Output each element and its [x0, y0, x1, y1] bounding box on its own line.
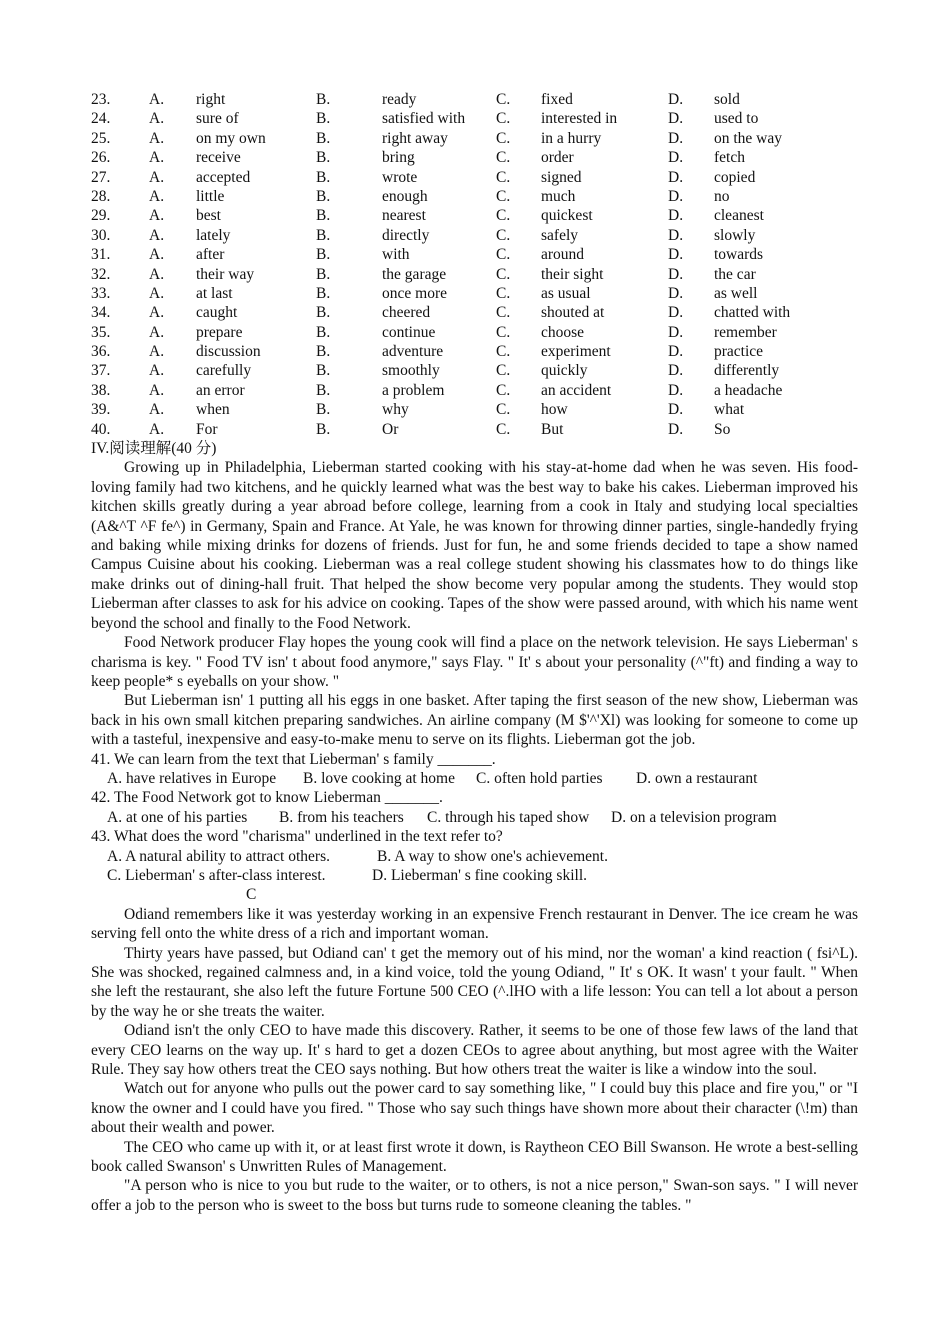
- option-letter-c: C.: [496, 226, 511, 244]
- option-d: fetch: [714, 149, 745, 167]
- option-letter-c: C.: [496, 149, 511, 167]
- option-letter-d: D.: [668, 420, 684, 438]
- option-row: [91, 90, 858, 109]
- option-row: [91, 226, 858, 245]
- option-letter-a: A.: [149, 246, 165, 264]
- answer-choices: [91, 769, 858, 788]
- option-letter-a: A.: [149, 420, 165, 438]
- option-a: their way: [196, 265, 255, 283]
- option-letter-d: D.: [668, 91, 684, 108]
- option-a: caught: [196, 304, 238, 322]
- option-letter-a: A.: [149, 168, 165, 186]
- option-letter-d: D.: [668, 284, 684, 302]
- option-letter-b: B.: [316, 149, 331, 167]
- option-letter-a: A.: [149, 381, 165, 399]
- option-letter-b: B.: [316, 187, 331, 205]
- option-b: a problem: [382, 381, 445, 399]
- passage-paragraph: "A person who is nice to you but rude to the waiter, or to others, is not a nice person," Swan-son says. " I will never offer a job to the person who is sweet to the boss but turns rude to someone cleaning the tables. ": [91, 1177, 858, 1214]
- option-d: chatted with: [714, 304, 791, 322]
- option-letter-a: A.: [149, 129, 165, 147]
- option-a: accepted: [196, 168, 251, 186]
- question-number: 25.: [91, 129, 111, 147]
- option-letter-c: C.: [496, 343, 511, 361]
- option-letter-a: A.: [149, 149, 165, 167]
- answer-choice[interactable]: B. love cooking at home: [303, 769, 455, 787]
- option-letter-b: B.: [316, 265, 331, 283]
- question-number: 40.: [91, 420, 111, 438]
- option-b: nearest: [382, 207, 426, 225]
- question-number: 30.: [91, 226, 111, 244]
- option-letter-a: A.: [149, 284, 165, 302]
- option-letter-d: D.: [668, 381, 684, 399]
- cloze-options-table: [91, 90, 858, 439]
- option-c: signed: [541, 168, 582, 186]
- option-letter-b: B.: [316, 246, 331, 264]
- option-a: when: [196, 401, 230, 419]
- question-number: 23.: [91, 91, 111, 108]
- passage-paragraph: Food Network producer Flay hopes the young cook will find a place on the network television. He says Lieberman' s charisma is key. " Food TV isn' t about food anymore," says Flay. " It' s about your personality (^"ft) and finding a way to keep people* s eyeballs on your show. ": [91, 634, 858, 690]
- option-a: after: [196, 246, 225, 264]
- option-a: For: [196, 420, 218, 438]
- option-c: interested in: [541, 110, 618, 128]
- option-letter-b: B.: [316, 91, 331, 108]
- option-d: copied: [714, 168, 756, 186]
- questions-b: [91, 750, 858, 886]
- passage-c-label: C: [246, 886, 257, 904]
- option-c: around: [541, 246, 585, 264]
- option-letter-c: C.: [496, 362, 511, 380]
- option-row: [91, 284, 858, 303]
- option-b: satisfied with: [382, 110, 466, 128]
- option-b: cheered: [382, 304, 431, 322]
- option-b: right away: [382, 129, 448, 147]
- option-row: [91, 381, 858, 400]
- passage-paragraph: The CEO who came up with it, or at least first wrote it down, is Raytheon CEO Bill Swanson. He wrote a best-selling book called Swanson' s Unwritten Rules of Management.: [91, 1138, 858, 1176]
- option-c: shouted at: [541, 304, 605, 322]
- option-c: in a hurry: [541, 129, 602, 147]
- question-number: 31.: [91, 246, 111, 264]
- option-letter-b: B.: [316, 168, 331, 186]
- question-number: 24.: [91, 110, 111, 128]
- option-letter-a: A.: [149, 91, 165, 108]
- passage-paragraph: Thirty years have passed, but Odiand can' t get the memory out of his mind, nor the woman' a kind reaction ( fsi^L). She was shocked, regained calmness and, in a kind voice, told the young Odiand, " It' s OK. It wasn' t your fault. " When she left the restaurant, she also left the future Fortune 500 CEO (^.lHO with a life lesson: You can tell a lot about a person by the way he or she treats the waiter.: [91, 944, 858, 1020]
- option-c: But: [541, 420, 564, 438]
- option-letter-a: A.: [149, 110, 165, 128]
- option-a: right: [196, 91, 226, 108]
- question-number: 34.: [91, 304, 111, 322]
- option-letter-c: C.: [496, 246, 511, 264]
- option-d: remember: [714, 323, 777, 341]
- answer-choice[interactable]: B. from his teachers: [279, 808, 404, 826]
- answer-choice[interactable]: C. through his taped show: [427, 808, 590, 826]
- option-b: continue: [382, 323, 436, 341]
- option-row: [91, 129, 858, 148]
- question-number: 29.: [91, 207, 111, 225]
- option-letter-d: D.: [668, 304, 684, 322]
- option-a: carefully: [196, 362, 252, 380]
- answer-choice[interactable]: D. own a restaurant: [636, 769, 758, 787]
- option-d: differently: [714, 362, 780, 380]
- option-row: [91, 206, 858, 225]
- option-letter-d: D.: [668, 110, 684, 128]
- option-d: used to: [714, 110, 759, 128]
- option-row: [91, 109, 858, 128]
- option-letter-d: D.: [668, 168, 684, 186]
- option-a: on my own: [196, 129, 266, 147]
- passage-paragraph: Odiand remembers like it was yesterday working in an expensive French restaurant in Denver. The ice cream he was serving fell onto the white dress of a rich and important woman.: [91, 905, 858, 943]
- option-b: directly: [382, 226, 430, 244]
- option-row: [91, 187, 858, 206]
- option-c: quickly: [541, 362, 588, 380]
- option-c: much: [541, 187, 576, 205]
- option-b: once more: [382, 284, 447, 302]
- option-row: [91, 245, 858, 264]
- option-letter-d: D.: [668, 265, 684, 283]
- option-letter-a: A.: [149, 343, 165, 361]
- option-letter-c: C.: [496, 381, 511, 399]
- option-a: at last: [196, 284, 233, 302]
- answer-choice[interactable]: C. Lieberman' s after-class interest.: [107, 866, 326, 884]
- option-letter-c: C.: [496, 91, 511, 108]
- option-d: no: [714, 187, 730, 205]
- option-letter-a: A.: [149, 207, 165, 225]
- option-row: [91, 420, 858, 439]
- option-b: the garage: [382, 265, 447, 283]
- option-letter-b: B.: [316, 226, 331, 244]
- option-letter-d: D.: [668, 343, 684, 361]
- option-letter-a: A.: [149, 304, 165, 322]
- answer-choice[interactable]: D. Lieberman' s fine cooking skill.: [372, 866, 588, 884]
- question-number: 36.: [91, 343, 111, 361]
- question-number: 38.: [91, 381, 111, 399]
- option-d: cleanest: [714, 207, 764, 225]
- option-letter-b: B.: [316, 110, 331, 128]
- question-number: 33.: [91, 284, 111, 302]
- answer-choices: [91, 847, 858, 866]
- passage-c: [91, 905, 858, 1216]
- option-letter-d: D.: [668, 246, 684, 264]
- passage-paragraph: Watch out for anyone who pulls out the power card to say something like, " I could buy this place and fire you," or "I know the owner and I could have you fired. " Those who say such things have shown more about their character (\!m) than about their wealth and power.: [91, 1080, 858, 1137]
- option-letter-d: D.: [668, 207, 684, 225]
- option-letter-c: C.: [496, 129, 511, 147]
- option-d: on the way: [714, 129, 783, 147]
- option-letter-b: B.: [316, 129, 331, 147]
- option-letter-a: A.: [149, 323, 165, 341]
- option-row: [91, 148, 858, 167]
- option-letter-b: B.: [316, 362, 331, 380]
- option-d: what: [714, 401, 745, 419]
- option-c: safely: [541, 226, 579, 244]
- option-d: slowly: [714, 226, 756, 244]
- option-b: enough: [382, 187, 428, 205]
- option-d: the car: [714, 265, 756, 283]
- answer-choice[interactable]: A. at one of his parties: [107, 808, 248, 826]
- option-letter-b: B.: [316, 420, 331, 438]
- option-b: smoothly: [382, 362, 440, 380]
- question-stem: 42. The Food Network got to know Lieberman _______.: [91, 789, 443, 807]
- option-row: [91, 303, 858, 322]
- option-c: as usual: [541, 284, 591, 302]
- answer-choice[interactable]: D. on a television program: [611, 808, 777, 826]
- option-letter-b: B.: [316, 304, 331, 322]
- answer-choice[interactable]: A. have relatives in Europe: [107, 769, 277, 787]
- option-d: a headache: [714, 381, 783, 399]
- answer-choice[interactable]: C. often hold parties: [476, 769, 603, 787]
- option-a: best: [196, 207, 221, 225]
- option-row: [91, 342, 858, 361]
- answer-choices: [91, 866, 858, 885]
- option-a: discussion: [196, 343, 261, 361]
- question-number: 27.: [91, 168, 111, 186]
- passage-paragraph: Odiand isn't the only CEO to have made this discovery. Rather, it seems to be one of those few laws of the land that every CEO learns on the way up. It' s hard to get a dozen CEOs to agree about anything, but most agree with the Waiter Rule. They say how others treat the CEO says nothing. But how others treat the waiter is like a window into the soul.: [91, 1022, 858, 1079]
- option-letter-c: C.: [496, 265, 511, 283]
- question-number: 26.: [91, 149, 111, 167]
- option-letter-c: C.: [496, 168, 511, 186]
- option-d: practice: [714, 343, 764, 361]
- option-row: [91, 361, 858, 380]
- option-letter-d: D.: [668, 226, 684, 244]
- option-b: ready: [382, 91, 417, 108]
- option-d: So: [714, 420, 731, 438]
- option-letter-d: D.: [668, 187, 684, 205]
- question-stem: 41. We can learn from the text that Lieberman' s family _______.: [91, 750, 496, 768]
- option-letter-b: B.: [316, 401, 331, 419]
- option-letter-c: C.: [496, 110, 511, 128]
- option-letter-b: B.: [316, 343, 331, 361]
- option-letter-b: B.: [316, 323, 331, 341]
- option-letter-b: B.: [316, 381, 331, 399]
- option-letter-d: D.: [668, 362, 684, 380]
- option-d: towards: [714, 246, 764, 264]
- exam-page: [91, 90, 858, 1215]
- question-number: 28.: [91, 187, 111, 205]
- option-letter-c: C.: [496, 323, 511, 341]
- option-b: Or: [382, 420, 399, 438]
- option-a: prepare: [196, 323, 243, 341]
- option-b: bring: [382, 149, 415, 167]
- option-b: with: [382, 246, 410, 264]
- passage-b: [91, 458, 858, 749]
- option-letter-a: A.: [149, 226, 165, 244]
- option-a: sure of: [196, 110, 239, 128]
- option-letter-c: C.: [496, 187, 511, 205]
- option-letter-b: B.: [316, 207, 331, 225]
- option-a: an error: [196, 381, 245, 399]
- option-letter-a: A.: [149, 265, 165, 283]
- option-b: adventure: [382, 343, 444, 361]
- option-c: their sight: [541, 265, 604, 283]
- option-a: receive: [196, 149, 241, 167]
- option-row: [91, 323, 858, 342]
- question-number: 35.: [91, 323, 111, 341]
- option-c: how: [541, 401, 568, 419]
- answer-choice[interactable]: B. A way to show one's achievement.: [377, 847, 608, 865]
- option-letter-a: A.: [149, 362, 165, 380]
- option-letter-c: C.: [496, 304, 511, 322]
- option-d: sold: [714, 91, 740, 108]
- answer-choices: [91, 808, 858, 827]
- question-number: 39.: [91, 401, 111, 419]
- question-number: 37.: [91, 362, 111, 380]
- option-letter-c: C.: [496, 420, 511, 438]
- option-a: lately: [196, 226, 231, 244]
- section-title: IV.阅读理解(40 分): [91, 440, 217, 458]
- option-b: wrote: [382, 168, 418, 186]
- option-letter-a: A.: [149, 187, 165, 205]
- question-stem: 43. What does the word "charisma" underlined in the text refer to?: [91, 828, 503, 846]
- option-d: as well: [714, 284, 758, 302]
- option-letter-c: C.: [496, 401, 511, 419]
- option-c: quickest: [541, 207, 593, 225]
- option-letter-d: D.: [668, 129, 684, 147]
- option-c: an accident: [541, 381, 612, 399]
- answer-choice[interactable]: A. A natural ability to attract others.: [107, 847, 330, 865]
- option-c: order: [541, 149, 574, 167]
- option-row: [91, 265, 858, 284]
- option-row: [91, 168, 858, 187]
- option-letter-a: A.: [149, 401, 165, 419]
- option-b: why: [382, 401, 409, 419]
- option-c: experiment: [541, 343, 611, 361]
- option-letter-d: D.: [668, 149, 684, 167]
- option-letter-c: C.: [496, 284, 511, 302]
- option-a: little: [196, 187, 225, 205]
- option-c: fixed: [541, 91, 573, 108]
- passage-paragraph: Growing up in Philadelphia, Lieberman started cooking with his stay-at-home dad when he was seven. His food-loving family had two kitchens, and he quickly learned what was the best way to bake his cakes. Lieberman improved his kitchen skills greatly during a year abroad before college, learning from a cook in Italy and studying local specialties (A&^T ^F fe^) in Germany, Spain and France. At Yale, he was known for throwing dinner parties, single-handedly frying and baking while mixing drinks for dozens of friends. Just for fun, he and some friends decided to tape a show named Campus Cuisine about his cooking. Lieberman was a real college student showing his classmates how to do things like make drinks out of dining-hall fruit. That helped the show become very popular among the students. They would stop Lieberman after classes to ask for his advice on cooking. Tapes of the show were passed around, with which his name went beyond the school and finally to the Food Network.: [91, 459, 858, 632]
- option-letter-d: D.: [668, 323, 684, 341]
- option-letter-c: C.: [496, 207, 511, 225]
- question-number: 32.: [91, 265, 111, 283]
- passage-paragraph: But Lieberman isn' 1 putting all his eggs in one basket. After taping the first season of the new show, Lieberman was back in his own small kitchen preparing sandwiches. An airline company (M $'^'Xl) was looking for someone to come up with a tasteful, inexpensive and easy-to-make menu to serve on its flights. Lieberman got the job.: [91, 692, 858, 749]
- option-letter-d: D.: [668, 401, 684, 419]
- option-c: choose: [541, 323, 585, 341]
- option-letter-b: B.: [316, 284, 331, 302]
- option-row: [91, 400, 858, 419]
